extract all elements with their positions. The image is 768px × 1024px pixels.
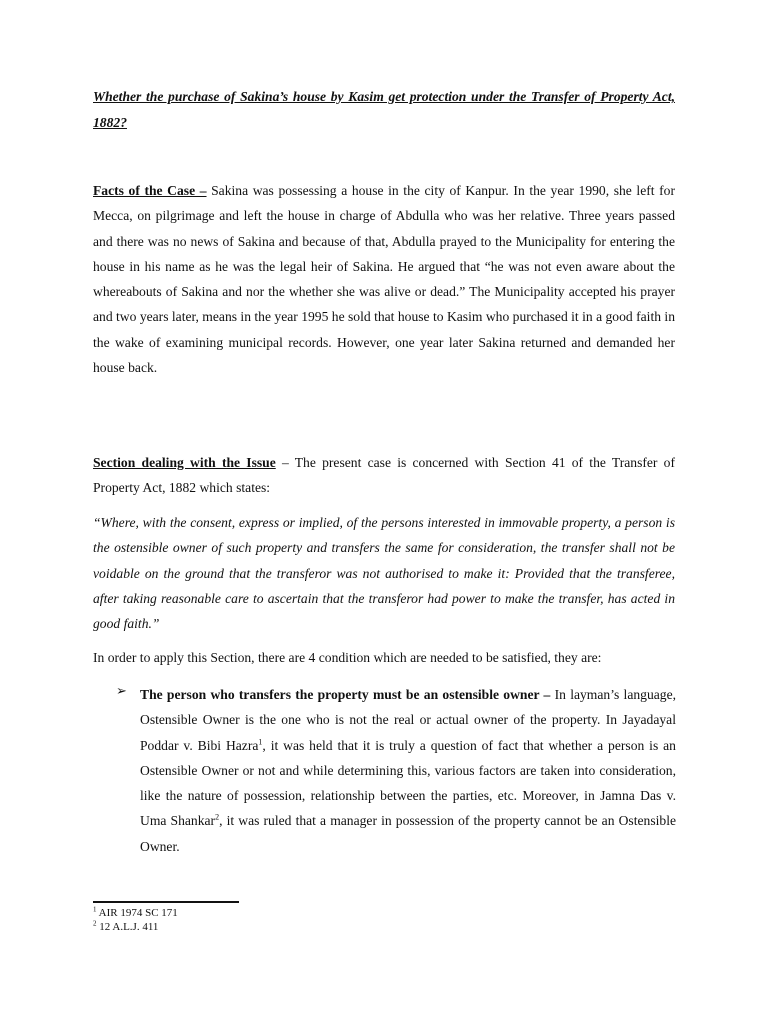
- condition-text-part3: , it was ruled that a manager in possession of the property cannot be an Ostensible Owner.: [140, 813, 676, 854]
- footnote-reference-1[interactable]: 1: [258, 737, 263, 747]
- arrow-bullet-icon: ➢: [116, 684, 127, 699]
- facts-paragraph: [93, 178, 675, 380]
- footnote-text-2: 12 A.L.J. 411: [96, 921, 159, 933]
- footnote-separator: [93, 901, 239, 903]
- footnote-reference-2[interactable]: 2: [215, 812, 220, 822]
- condition-text: [140, 682, 676, 859]
- document-title: Whether the purchase of Sakina’s house by Kasim get protection under the Transfer of Property Act, 1882?: [93, 89, 675, 130]
- statute-quote: “Where, with the consent, express or implied, of the persons interested in immovable property, a person is the ostensible owner of such property and transfers the same for consideration, the transfer shall not be voidable on the ground that the transferor was not authorised to make it: Provided that the transferee, after taking reasonable care to ascertain that the transferor had power to make the transfer, has acted in good faith.”: [93, 515, 675, 632]
- section-paragraph: [93, 450, 675, 501]
- footnote-text-1: AIR 1974 SC 171: [96, 907, 178, 919]
- footnote-1: [93, 906, 393, 920]
- footnote-2: [93, 920, 393, 934]
- condition-text-part1: In layman’s language, Ostensible Owner is the one who is not the real or actual owner of the property. In Jayadayal Poddar v. Bibi Hazra: [140, 687, 677, 753]
- footnote-number-1: 1: [93, 905, 97, 914]
- facts-text: Sakina was possessing a house in the city of Kanpur. In the year 1990, she left for Mecca, on pilgrimage and left the house in charge of Abdulla who was her relative. Three years passed and there was no news of Sakina and because of that, Abdulla prayed to the Municipality for entering the house in his name as he was the legal heir of Sakina. He argued that “he was not even aware about the whereabouts of Sakina and nor the whether she was alive or dead.” The Municipality accepted his prayer and two years later, means in the year 1995 he sold that house to Kasim who purchased it in a good faith in the wake of examining municipal records. However, one year later Sakina returned and demanded her house back.: [93, 183, 675, 376]
- condition-text-part2: , it was held that it is truly a question of fact that whether a person is an Ostensible Owner or not and while determining this, various factors are taken into consideration, like the nature of possession, relationship between the parties, etc. Moreover, in Jamna Das v. Uma Shankar: [140, 737, 676, 829]
- footnote-number-2: 2: [93, 919, 97, 928]
- footnotes: [93, 906, 393, 934]
- section-text: – The present case is concerned with Section 41 of the Transfer of Property Act, 1882 which states:: [93, 455, 675, 496]
- facts-heading: Facts of the Case –: [93, 183, 207, 198]
- conditions-intro: In order to apply this Section, there are 4 condition which are needed to be satisfied, they are:: [93, 650, 602, 665]
- condition-heading: The person who transfers the property must be an ostensible owner –: [140, 687, 551, 702]
- section-heading: Section dealing with the Issue: [93, 455, 276, 470]
